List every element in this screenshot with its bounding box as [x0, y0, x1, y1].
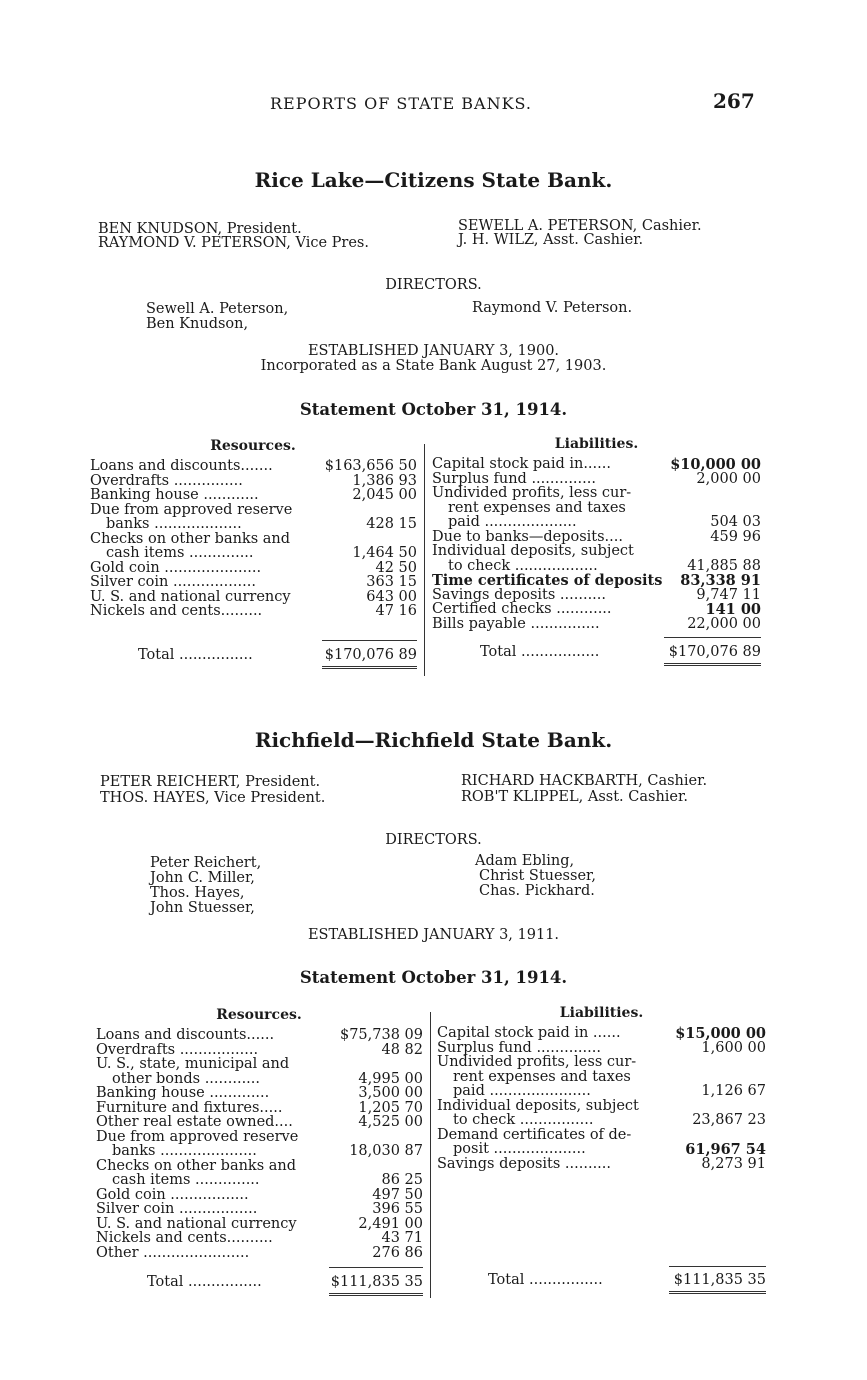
ledger-label: banks .....................: [112, 1144, 257, 1159]
ledger-amount: 2,491 00: [358, 1215, 423, 1232]
ledger-row: [437, 1084, 766, 1099]
bank-title-rice-lake: Rice Lake—Citizens State Bank.: [254, 168, 613, 192]
ledger-row: [96, 1173, 423, 1188]
ledger-label: Due to banks—deposits....: [432, 529, 623, 544]
ledger-amount: 47 16: [375, 603, 417, 619]
ledger-amount: 43 71: [381, 1230, 423, 1246]
ledger-label: Savings deposits ..........: [437, 1156, 611, 1171]
resources-total-row: [147, 1275, 423, 1290]
ledger-amount: 141 00: [705, 601, 761, 618]
column-divider: [424, 444, 425, 676]
ledger-amount: [333, 1057, 423, 1072]
ledger-amount: 1,126 67: [701, 1083, 766, 1099]
officer-asst-cashier: ROB'T KLIPPEL, Asst. Cashier.: [461, 789, 688, 805]
total-double-rule: [669, 1291, 766, 1294]
ledger-amount: [333, 1159, 423, 1174]
ledger-row: [437, 1041, 766, 1056]
ledger-amount: 428 15: [366, 516, 417, 532]
ledger-row: [437, 1055, 766, 1070]
ledger-row: [432, 501, 761, 516]
ledger-amount: [327, 503, 417, 518]
ledger-row: [432, 573, 761, 588]
ledger-label: Other real estate owned....: [96, 1115, 293, 1130]
ledger-row: [90, 604, 417, 619]
director: Thos. Hayes,: [150, 885, 245, 901]
ledger-amount: [671, 486, 761, 501]
officer-president: BEN KNUDSON, President.: [98, 221, 302, 237]
ledger-label: Individual deposits, subject: [437, 1098, 639, 1113]
liabilities-heading: Liabilities.: [559, 1005, 644, 1021]
ledger-row: [90, 561, 417, 576]
liabilities-heading: Liabilities.: [554, 436, 639, 452]
officer-cashier: SEWELL A. PETERSON, Cashier.: [458, 218, 702, 234]
ledger-row: [96, 1086, 423, 1101]
established-date: ESTABLISHED JANUARY 3, 1900.: [307, 343, 560, 359]
ledger-label: Surplus fund ..............: [437, 1040, 601, 1055]
ledger-amount: 396 55: [372, 1201, 423, 1217]
ledger-row: [96, 1057, 423, 1072]
ledger-row: [437, 1142, 766, 1157]
ledger-label: Demand certificates of de-: [437, 1127, 632, 1142]
ledger-amount: 1,205 70: [358, 1099, 423, 1116]
ledger-row: [90, 503, 417, 518]
total-rule: [322, 640, 417, 641]
director: Sewell A. Peterson,: [146, 301, 289, 317]
ledger-row: [90, 546, 417, 561]
ledger-label: Silver coin .................: [96, 1202, 258, 1217]
ledger-amount: 3,500 00: [358, 1085, 423, 1101]
ledger-row: [432, 515, 761, 530]
bank-title-richfield: Richfield—Richfield State Bank.: [254, 728, 613, 752]
ledger-label: other bonds ............: [112, 1071, 261, 1086]
ledger-row: [90, 517, 417, 532]
ledger-amount: 41,885 88: [687, 557, 761, 574]
ledger-label: banks ...................: [106, 517, 242, 532]
ledger-label: U. S. and national currency: [96, 1216, 297, 1231]
ledger-label: Certified checks ............: [432, 602, 612, 617]
incorporated-date: Incorporated as a State Bank August 27, 1903.: [260, 358, 607, 374]
ledger-label: Other .......................: [96, 1245, 250, 1260]
ledger-label: Capital stock paid in......: [432, 457, 611, 472]
ledger-row: [96, 1217, 423, 1232]
ledger-row: [432, 617, 761, 632]
ledger-amount: [676, 1128, 766, 1143]
director: John Stuesser,: [150, 900, 255, 916]
ledger-amount: 23,867 23: [692, 1112, 766, 1128]
ledger-label: Nickels and cents.........: [90, 604, 263, 619]
ledger-amount: 2,000 00: [696, 470, 761, 487]
ledger-label: Undivided profits, less cur-: [437, 1055, 637, 1070]
ledger-row: [432, 559, 761, 574]
ledger-label: Savings deposits ..........: [432, 587, 606, 602]
officer-cashier: RICHARD HACKBARTH, Cashier.: [461, 773, 708, 789]
ledger-row: [432, 486, 761, 501]
ledger-label: Gold coin .....................: [90, 560, 262, 575]
officer-asst-cashier: J. H. WILZ, Asst. Cashier.: [458, 232, 644, 248]
directors-heading: DIRECTORS.: [385, 832, 482, 848]
ledger-amount: $15,000 00: [675, 1025, 766, 1042]
total-amount: $170,076 89: [324, 647, 417, 663]
ledger-amount: 497 50: [372, 1186, 423, 1203]
ledger-row: [96, 1072, 423, 1087]
column-divider: [430, 1012, 431, 1298]
ledger-row: [90, 590, 417, 605]
officer-vice-president: THOS. HAYES, Vice President.: [100, 790, 326, 806]
ledger-label: cash items ..............: [112, 1173, 260, 1188]
ledger-amount: 4,525 00: [358, 1114, 423, 1130]
ledger-row: [90, 575, 417, 590]
ledger-amount: [676, 1055, 766, 1070]
ledger-amount: 48 82: [381, 1041, 423, 1058]
resources-list: [90, 459, 417, 619]
ledger-label: Overdrafts .................: [96, 1042, 259, 1057]
ledger-row: [432, 530, 761, 545]
ledger-label: posit ....................: [453, 1142, 586, 1157]
ledger-amount: [671, 544, 761, 559]
ledger-row: [96, 1144, 423, 1159]
ledger-amount: 459 96: [710, 528, 761, 545]
ledger-label: Silver coin ..................: [90, 575, 256, 590]
total-double-rule: [322, 666, 417, 669]
ledger-label: rent expenses and taxes: [453, 1069, 631, 1084]
ledger-label: Furniture and fixtures.....: [96, 1100, 283, 1115]
ledger-amount: 2,045 00: [352, 487, 417, 503]
total-rule: [664, 637, 761, 638]
officer-president: PETER REICHERT, President.: [100, 774, 321, 790]
ledger-amount: 22,000 00: [687, 615, 761, 632]
ledger-row: [96, 1246, 423, 1261]
ledger-amount: 83,338 91: [680, 572, 761, 589]
ledger-amount: $163,656 50: [324, 458, 417, 474]
total-label: Total .................: [480, 644, 600, 660]
total-rule: [329, 1267, 423, 1268]
ledger-row: [96, 1202, 423, 1217]
director: Peter Reichert,: [150, 855, 262, 871]
ledger-label: Bills payable ...............: [432, 616, 600, 631]
total-double-rule: [664, 663, 761, 666]
ledger-label: Nickels and cents..........: [96, 1231, 273, 1246]
ledger-label: Loans and discounts......: [96, 1028, 275, 1043]
ledger-label: Undivided profits, less cur-: [432, 486, 632, 501]
ledger-row: [96, 1101, 423, 1116]
total-amount: $111,835 35: [673, 1272, 766, 1288]
ledger-amount: 363 15: [366, 574, 417, 590]
director: Ben Knudson,: [146, 316, 249, 332]
ledger-amount: [333, 1130, 423, 1145]
ledger-row: [96, 1028, 423, 1043]
ledger-row: [432, 472, 761, 487]
liabilities-total-row: [488, 1273, 766, 1288]
ledger-label: Capital stock paid in ......: [437, 1026, 621, 1041]
ledger-amount: 18,030 87: [349, 1143, 423, 1159]
ledger-label: U. S. and national currency: [90, 589, 291, 604]
ledger-label: Checks on other banks and: [90, 531, 291, 546]
ledger-amount: 86 25: [381, 1172, 423, 1188]
directors-heading: DIRECTORS.: [385, 277, 482, 293]
ledger-amount: $10,000 00: [670, 456, 761, 473]
page-number: 267: [713, 89, 755, 113]
resources-heading: Resources.: [210, 438, 296, 454]
ledger-row: [90, 474, 417, 489]
director: Raymond V. Peterson.: [472, 300, 633, 316]
ledger-row: [432, 602, 761, 617]
ledger-label: Individual deposits, subject: [432, 544, 634, 559]
ledger-label: paid ....................: [448, 515, 577, 530]
ledger-label: Due from approved reserve: [96, 1129, 299, 1144]
ledger-amount: 8,273 91: [701, 1155, 766, 1172]
director: Christ Stuesser,: [479, 868, 596, 884]
ledger-label: Banking house .............: [96, 1086, 270, 1101]
ledger-amount: $75,738 09: [339, 1027, 423, 1043]
ledger-amount: 276 86: [372, 1244, 423, 1261]
ledger-row: [437, 1070, 766, 1085]
ledger-row: [96, 1188, 423, 1203]
ledger-amount: 1,386 93: [352, 472, 417, 489]
total-double-rule: [329, 1293, 423, 1296]
resources-heading: Resources.: [216, 1007, 302, 1023]
director: Chas. Pickhard.: [479, 883, 595, 899]
ledger-amount: [327, 532, 417, 547]
ledger-row: [96, 1115, 423, 1130]
total-label: Total ................: [488, 1272, 603, 1288]
running-title: REPORTS OF STATE BANKS.: [270, 94, 533, 113]
ledger-amount: 1,600 00: [701, 1039, 766, 1056]
ledger-amount: 504 03: [710, 514, 761, 530]
ledger-row: [96, 1231, 423, 1246]
liabilities-list: [437, 1026, 766, 1171]
ledger-label: cash items ..............: [106, 546, 254, 561]
ledger-label: Gold coin .................: [96, 1187, 249, 1202]
ledger-row: [90, 459, 417, 474]
ledger-label: Banking house ............: [90, 488, 259, 503]
total-amount: $170,076 89: [668, 644, 761, 660]
ledger-row: [96, 1130, 423, 1145]
ledger-label: Loans and discounts.......: [90, 459, 273, 474]
established-date: ESTABLISHED JANUARY 3, 1911.: [307, 927, 560, 943]
ledger-row: [96, 1043, 423, 1058]
statement-title: Statement October 31, 1914.: [299, 400, 568, 419]
ledger-label: Due from approved reserve: [90, 502, 293, 517]
ledger-amount: [676, 1099, 766, 1114]
director: John C. Miller,: [150, 870, 255, 886]
total-rule: [669, 1266, 766, 1267]
ledger-label: Checks on other banks and: [96, 1158, 297, 1173]
total-label: Total ................: [138, 647, 253, 663]
ledger-amount: 643 00: [366, 588, 417, 605]
ledger-amount: 9,747 11: [696, 586, 761, 603]
ledger-row: [96, 1159, 423, 1174]
ledger-label: U. S., state, municipal and: [96, 1057, 290, 1072]
ledger-label: to check ..................: [448, 558, 598, 573]
ledger-label: Time certificates of deposits: [432, 573, 663, 588]
ledger-row: [90, 532, 417, 547]
ledger-row: [437, 1157, 766, 1172]
resources-list: [96, 1028, 423, 1260]
director: Adam Ebling,: [475, 853, 575, 869]
officer-vice-president: RAYMOND V. PETERSON, Vice Pres.: [98, 235, 369, 251]
ledger-row: [437, 1113, 766, 1128]
total-label: Total ................: [147, 1274, 262, 1290]
ledger-row: [432, 457, 761, 472]
ledger-amount: [676, 1070, 766, 1085]
ledger-label: Surplus fund ..............: [432, 471, 596, 486]
liabilities-list: [432, 457, 761, 631]
ledger-amount: 61,967 54: [685, 1141, 766, 1158]
ledger-row: [432, 544, 761, 559]
ledger-amount: [671, 501, 761, 516]
liabilities-total-row: [480, 645, 761, 660]
ledger-label: to check ................: [453, 1113, 594, 1128]
ledger-row: [437, 1128, 766, 1143]
ledger-row: [437, 1099, 766, 1114]
ledger-label: paid ......................: [453, 1084, 591, 1099]
ledger-amount: 42 50: [375, 559, 417, 576]
resources-total-row: [138, 648, 417, 663]
ledger-amount: 4,995 00: [358, 1070, 423, 1087]
ledger-amount: 1,464 50: [352, 545, 417, 561]
ledger-row: [437, 1026, 766, 1041]
ledger-row: [432, 588, 761, 603]
ledger-row: [90, 488, 417, 503]
ledger-label: rent expenses and taxes: [448, 500, 626, 515]
ledger-label: Overdrafts ...............: [90, 473, 243, 488]
statement-title: Statement October 31, 1914.: [299, 968, 568, 987]
total-amount: $111,835 35: [330, 1274, 423, 1290]
